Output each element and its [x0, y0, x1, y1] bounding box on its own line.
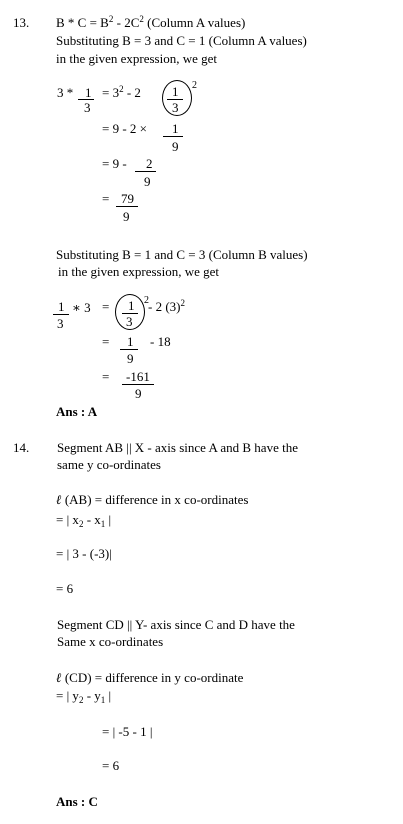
lhs-text: 3 * — [57, 85, 74, 100]
rhs-text: = — [102, 191, 110, 206]
rhs-text — [148, 299, 185, 314]
frac-denominator: 9 — [135, 386, 142, 401]
frac-denominator: 9 — [127, 351, 134, 366]
text-line: in the given expression, we get — [56, 51, 218, 66]
rhs-text: = 9 - — [102, 156, 127, 171]
fraction-bar — [120, 349, 138, 350]
exponent: 2 — [192, 80, 197, 91]
subscript: 2 — [78, 695, 84, 705]
lhs-text: ∗ 3 — [72, 300, 91, 315]
length-symbol: ℓ — [56, 671, 62, 686]
fraction-bar — [116, 206, 138, 207]
expr-part: B * C = B — [56, 15, 109, 30]
step-cd-3: = 6 — [102, 758, 120, 773]
exponent: 2 — [144, 295, 149, 306]
frac-numerator: 1 — [172, 121, 179, 136]
frac-numerator: 2 — [146, 156, 153, 171]
expr-part: - 2 (3) — [148, 299, 181, 314]
frac-numerator: 1 — [127, 334, 134, 349]
step-cd-1 — [56, 688, 111, 703]
text-line: Substituting B = 1 and C = 3 (Column B values) — [56, 247, 308, 262]
expr-part: - y — [83, 688, 101, 703]
answer: Ans : A — [56, 404, 98, 419]
expr-part: - 2 — [123, 85, 141, 100]
rhs-text — [102, 85, 141, 100]
frac-numerator: 79 — [121, 191, 134, 206]
frac-numerator: -161 — [126, 369, 150, 384]
frac-denominator: 9 — [123, 209, 130, 224]
step-ab-1 — [56, 512, 111, 527]
expr-part: = | y — [56, 688, 79, 703]
expr-part: | — [105, 512, 112, 527]
expr-part: (CD) = difference in y co-ordinate — [64, 670, 244, 685]
length-symbol: ℓ — [56, 493, 62, 508]
subscript: 2 — [78, 519, 84, 529]
question-number: 14. — [13, 440, 30, 455]
step-ab-3: = 6 — [56, 581, 74, 596]
equals-sign: = — [102, 299, 110, 314]
frac-denominator: 9 — [144, 174, 151, 189]
step-cd-2: = | -5 - 1 | — [102, 724, 153, 739]
text-line: Segment CD || Y- axis since C and D have the — [57, 617, 295, 632]
text-line: Same x co-ordinates — [57, 634, 164, 649]
expression-line — [56, 15, 245, 30]
text-line: Segment AB || X - axis since A and B have the — [57, 440, 298, 455]
expr-part: (AB) = difference in x co-ordinates — [64, 492, 249, 507]
fraction-bar — [163, 136, 183, 137]
expr-part: | — [105, 688, 112, 703]
subscript: 1 — [100, 695, 106, 705]
length-ab — [56, 492, 248, 508]
frac-denominator: 3 — [84, 100, 91, 115]
subscript: 1 — [100, 519, 106, 529]
frac-denominator: 3 — [57, 316, 64, 331]
fraction-bar — [135, 171, 156, 172]
frac-numerator: 1 — [172, 84, 179, 99]
frac-denominator: 9 — [172, 139, 179, 154]
answer: Ans : C — [56, 794, 98, 809]
exponent: 2 — [119, 84, 124, 94]
expr-part: - x — [83, 512, 101, 527]
text-line: Substituting B = 3 and C = 1 (Column A values) — [56, 33, 307, 48]
equals-sign: = — [102, 369, 110, 384]
rhs-text: - 18 — [150, 334, 171, 349]
frac-numerator: 1 — [128, 298, 135, 313]
text-line: in the given expression, we get — [58, 264, 220, 279]
fraction-bar — [122, 384, 154, 385]
expr-part: (Column A values) — [143, 15, 246, 30]
frac-denominator: 3 — [172, 100, 179, 115]
frac-numerator: 1 — [85, 85, 92, 100]
step-ab-2: = | 3 - (-3)| — [56, 546, 112, 561]
expr-part: = 3 — [102, 85, 120, 100]
exponent: 2 — [180, 298, 185, 308]
equals-sign: = — [102, 334, 110, 349]
expr-part: = | x — [56, 512, 79, 527]
exponent: 2 — [108, 14, 114, 24]
length-cd — [56, 670, 243, 686]
exponent: 2 — [139, 14, 144, 24]
question-number: 13. — [13, 15, 30, 30]
frac-numerator: 1 — [58, 299, 65, 314]
expr-part: - 2C — [113, 15, 140, 30]
text-line: same y co-ordinates — [57, 457, 161, 472]
rhs-text: = 9 - 2 × — [102, 121, 147, 136]
fraction-bar — [53, 314, 69, 315]
frac-denominator: 3 — [126, 314, 133, 329]
